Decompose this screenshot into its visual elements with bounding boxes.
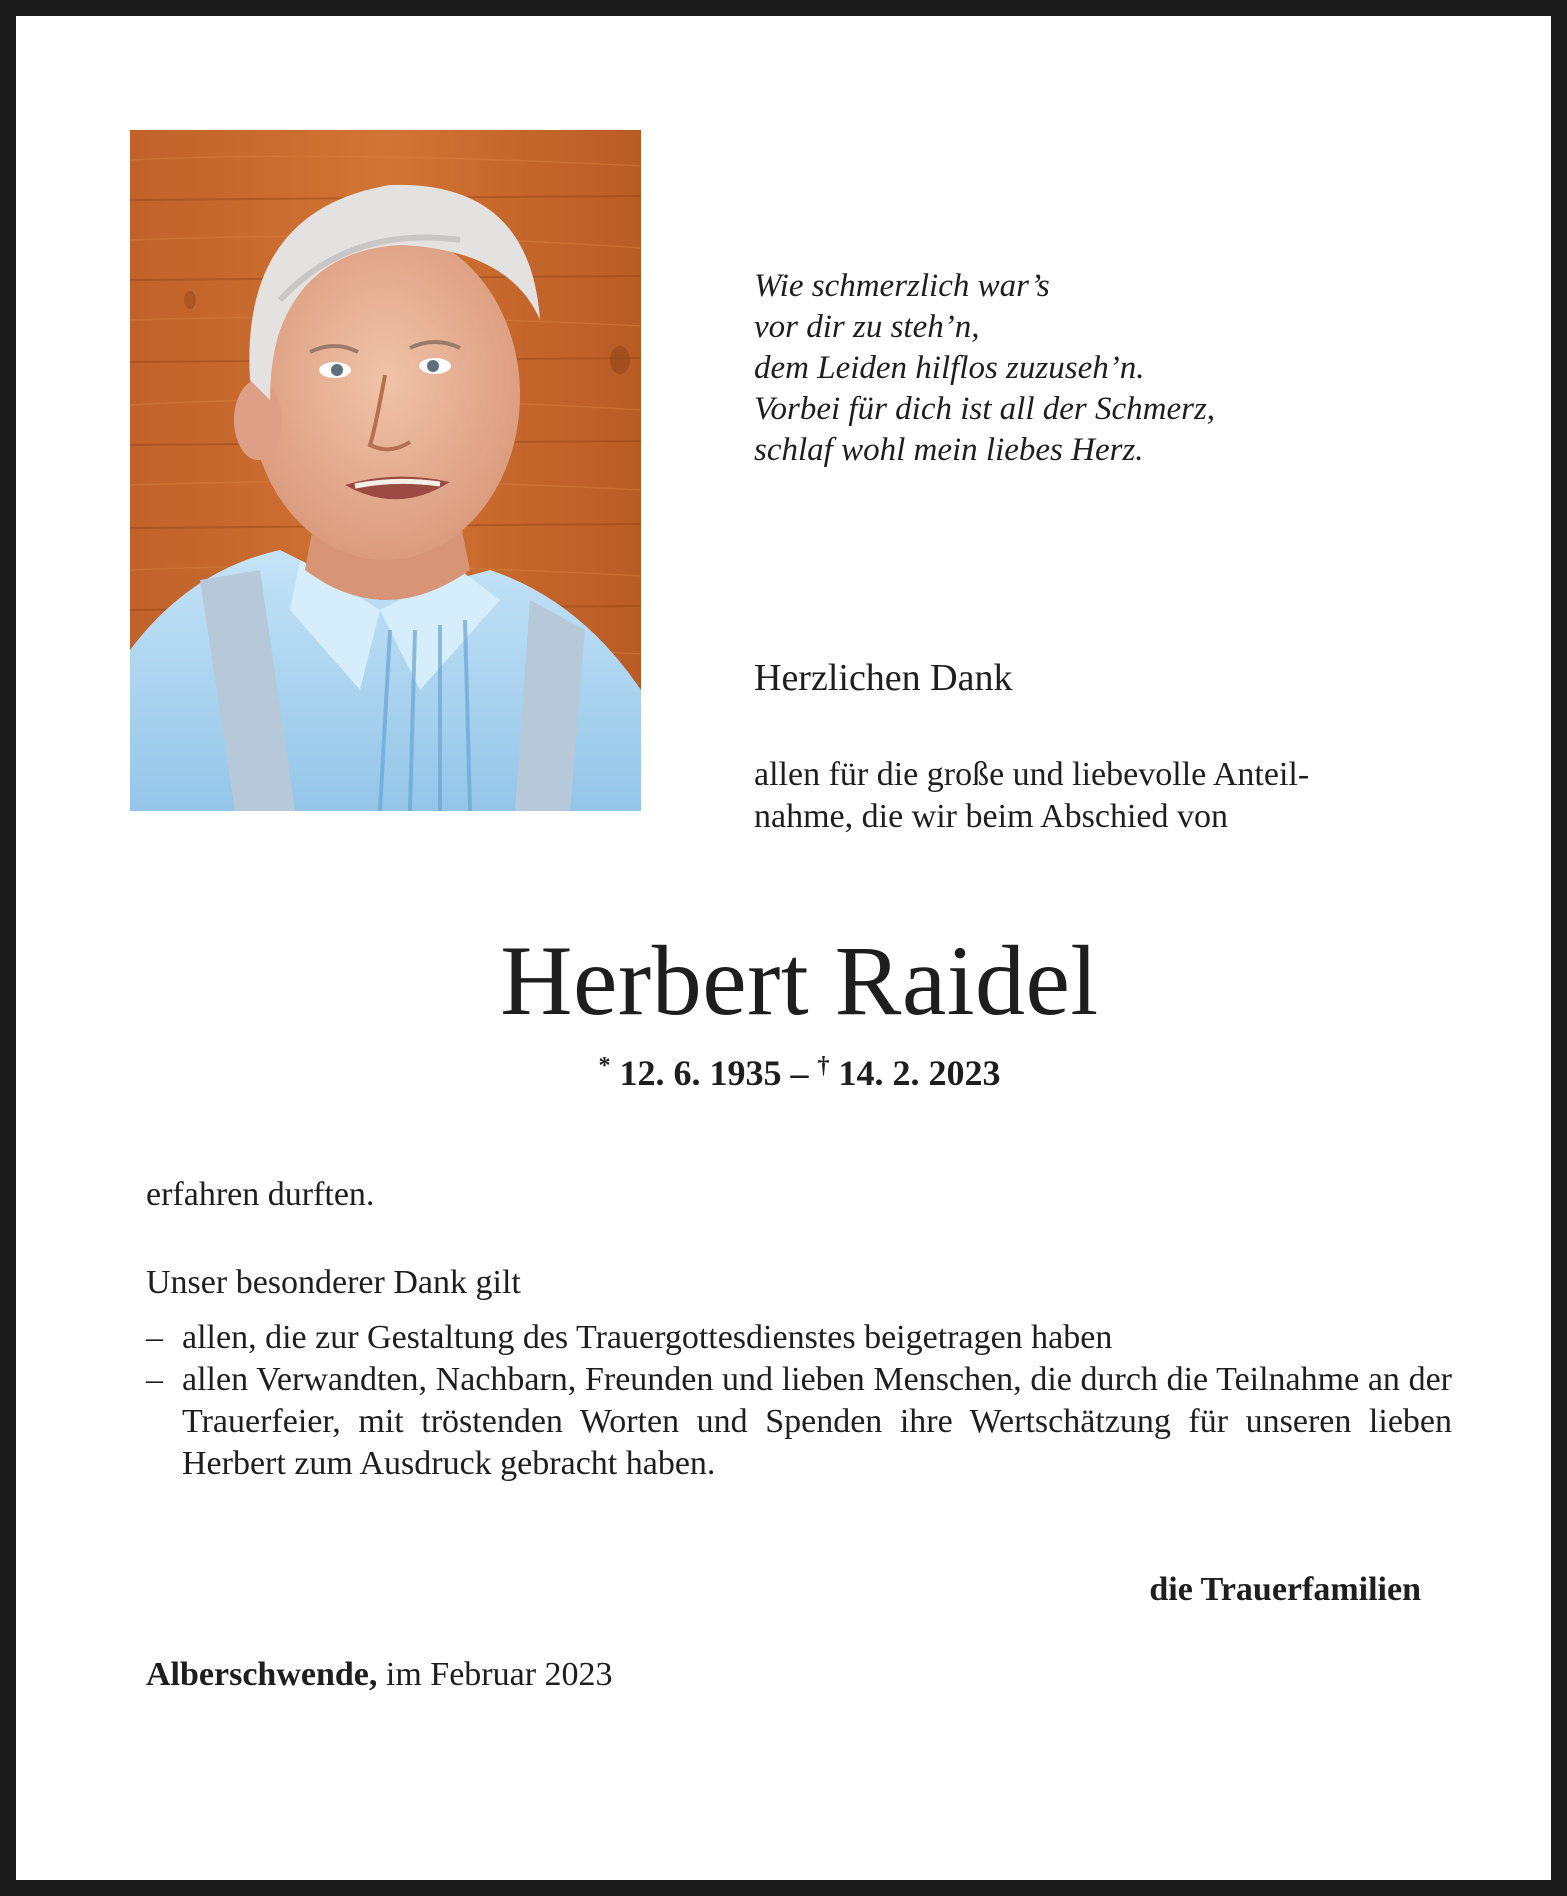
poem-line: Vorbei für dich ist all der Schmerz, xyxy=(754,391,1216,427)
thanks-intro-line: nahme, die wir beim Abschied von xyxy=(754,798,1229,835)
portrait-photo xyxy=(130,130,641,811)
special-thanks-heading: Unser besonderer Dank gilt xyxy=(146,1264,521,1301)
thanks-intro-line: allen für die große und liebevolle Anteil- xyxy=(754,756,1310,793)
thanks-intro xyxy=(754,754,1474,838)
place: Alberschwende, xyxy=(146,1656,378,1693)
signature: die Trauerfamilien xyxy=(1149,1571,1421,1608)
thanks-list xyxy=(146,1317,1452,1485)
life-dates xyxy=(16,1052,1567,1094)
birth-symbol: * xyxy=(598,1053,611,1079)
list-item-text: allen, die zur Gestaltung des Trauergottesdienstes beigetragen haben xyxy=(182,1319,1113,1356)
thanks-heading: Herzlichen Dank xyxy=(754,657,1013,699)
poem-line: dem Leiden hilflos zuzuseh’n. xyxy=(754,350,1145,386)
death-symbol: † xyxy=(817,1053,830,1079)
poem xyxy=(754,266,1374,471)
list-dash: – xyxy=(146,1361,163,1398)
poem-line: schlaf wohl mein liebes Herz. xyxy=(754,432,1144,468)
list-item xyxy=(146,1359,1452,1485)
birth-date: 12. 6. 1935 xyxy=(619,1053,782,1093)
date-separator: – xyxy=(781,1053,818,1093)
deceased-name: Herbert Raidel xyxy=(500,925,1099,1036)
poem-line: Wie schmerzlich war’s xyxy=(754,268,1050,304)
experienced-text: erfahren durften. xyxy=(146,1176,375,1213)
list-item xyxy=(146,1317,1452,1359)
death-date: 14. 2. 2023 xyxy=(838,1053,1001,1093)
poem-line: vor dir zu steh’n, xyxy=(754,309,980,345)
list-dash: – xyxy=(146,1319,163,1356)
portrait-illustration xyxy=(130,130,641,811)
place-date xyxy=(146,1656,613,1694)
list-item-text: allen Verwandten, Nachbarn, Freunden und lieben Menschen, die durch die Teilnahme an der Trauerfeier, mit tröstenden Worten und Spenden ihre Wertschätzung für unseren lieben Herbert zum Ausdruck gebracht haben. xyxy=(182,1361,1452,1482)
date: im Februar 2023 xyxy=(377,1656,613,1693)
